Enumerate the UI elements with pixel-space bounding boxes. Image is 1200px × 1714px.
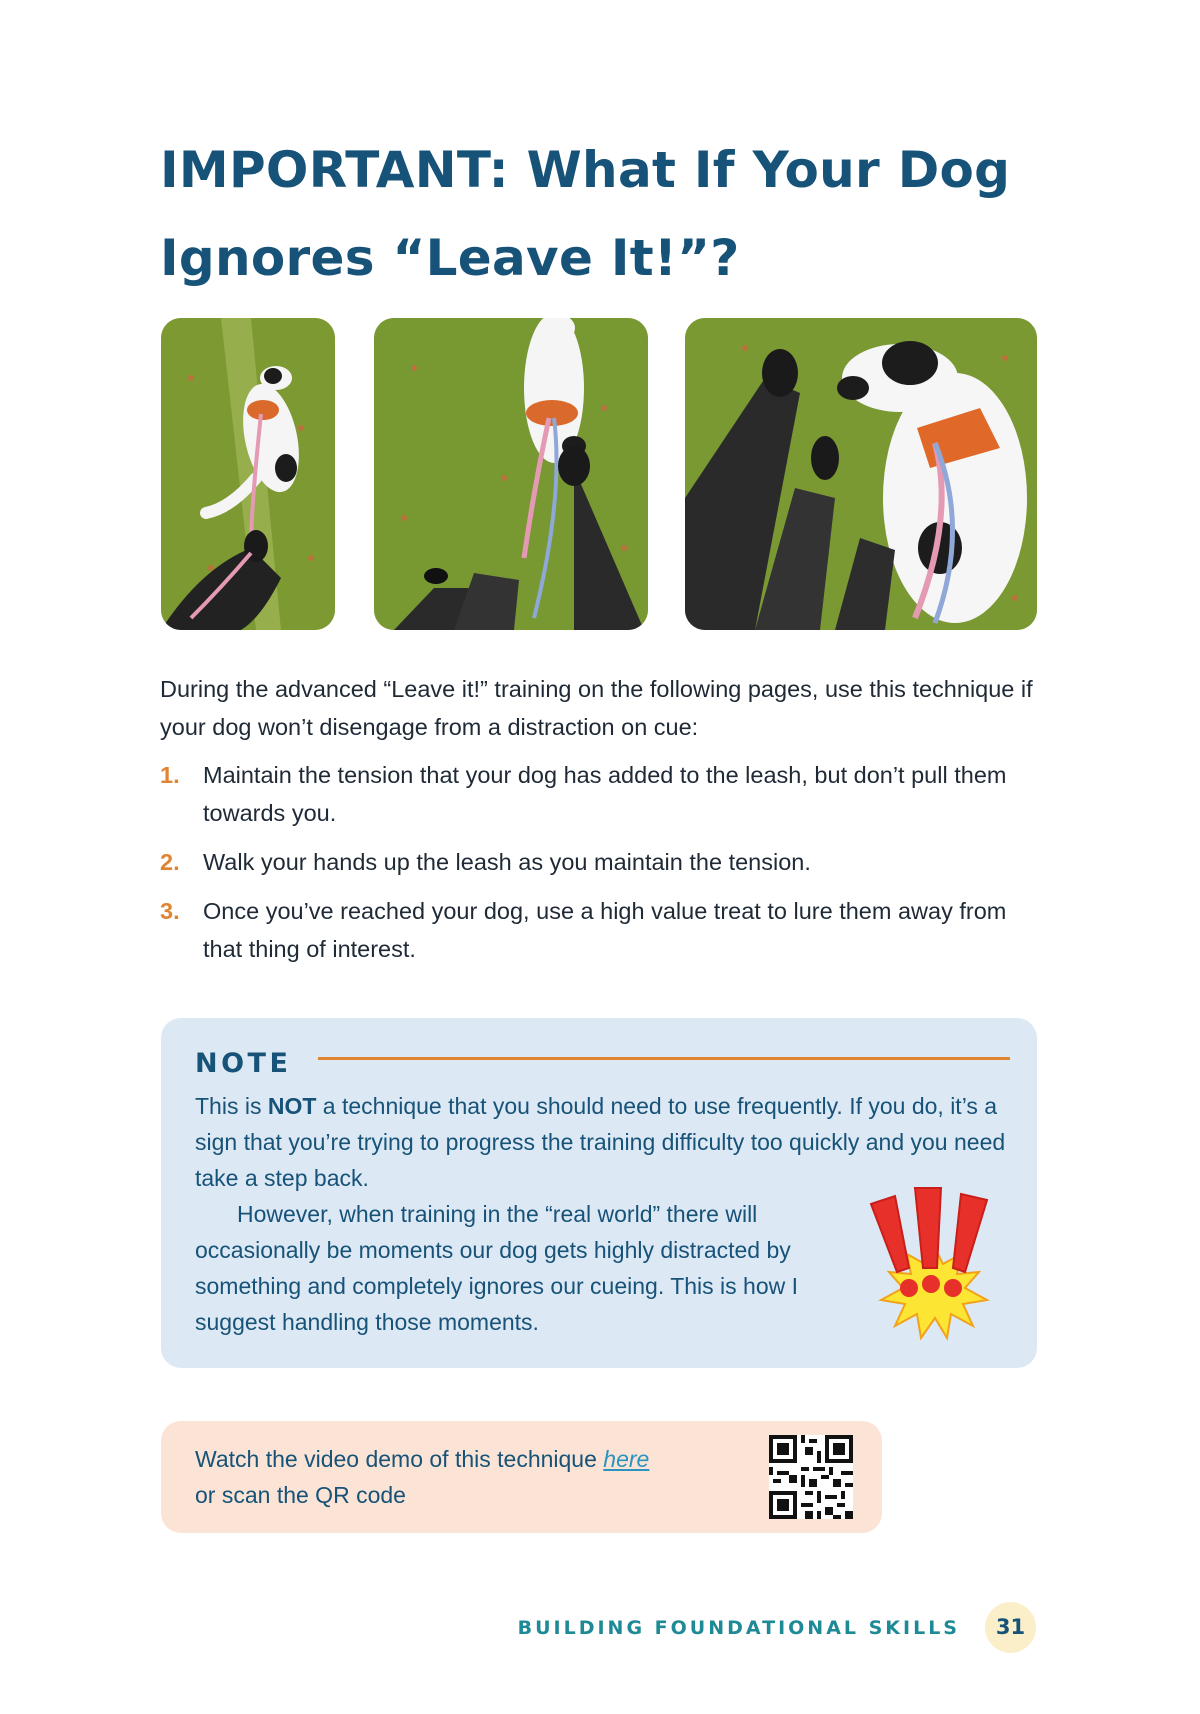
step-text: Walk your hands up the leash as you maintain the tension. [203, 849, 811, 875]
step-number: 2. [160, 849, 180, 875]
note-text-part: a technique that you should need to use frequently. If you do, it’s a sign that you’re trying to progress the training difficulty too quickly and you need take a step back. [195, 1093, 1006, 1191]
step-number: 3. [160, 898, 180, 924]
video-text-part: or scan the QR code [195, 1482, 406, 1508]
exclamation-burst-icon [849, 1176, 1019, 1346]
note-heading: NOTE [195, 1048, 292, 1079]
step-item [160, 892, 1040, 968]
page-title: IMPORTANT: What If Your Dog Ignores “Leave It!”? [160, 141, 1011, 287]
step-number: 1. [160, 762, 180, 788]
footer-section-title: BUILDING FOUNDATIONAL SKILLS [517, 1617, 960, 1639]
page-number: 31 [985, 1602, 1036, 1653]
step-text: Maintain the tension that your dog has added to the leash, but don’t pull them towards you. [203, 762, 1007, 826]
video-text-part: Watch the video demo of this technique [195, 1446, 604, 1472]
note-divider [318, 1057, 1010, 1060]
note-paragraph-2: However, when training in the “real world” there will occasionally be moments our dog gets highly distracted by something and completely ignores our cueing. This is how I suggest handling those moments. [195, 1201, 799, 1335]
dog-on-leash-photo-1 [161, 318, 335, 630]
video-text [195, 1441, 715, 1513]
steps-list [160, 756, 1040, 979]
note-box [161, 1018, 1037, 1368]
video-callout [161, 1421, 882, 1533]
video-link[interactable]: here [603, 1446, 650, 1472]
dog-on-leash-photo-3 [685, 318, 1037, 630]
dog-on-leash-photo-2 [374, 318, 648, 630]
qr-code-icon[interactable] [769, 1435, 853, 1519]
note-emphasis: NOT [267, 1093, 317, 1119]
note-text-part: This is [195, 1093, 268, 1119]
step-item [160, 843, 1040, 881]
step-item [160, 756, 1040, 832]
intro-paragraph: During the advanced “Leave it!” training on the following pages, use this technique if your dog won’t disengage from a distraction on cue: [160, 676, 1033, 740]
step-text: Once you’ve reached your dog, use a high value treat to lure them away from that thing of interest. [203, 898, 1007, 962]
